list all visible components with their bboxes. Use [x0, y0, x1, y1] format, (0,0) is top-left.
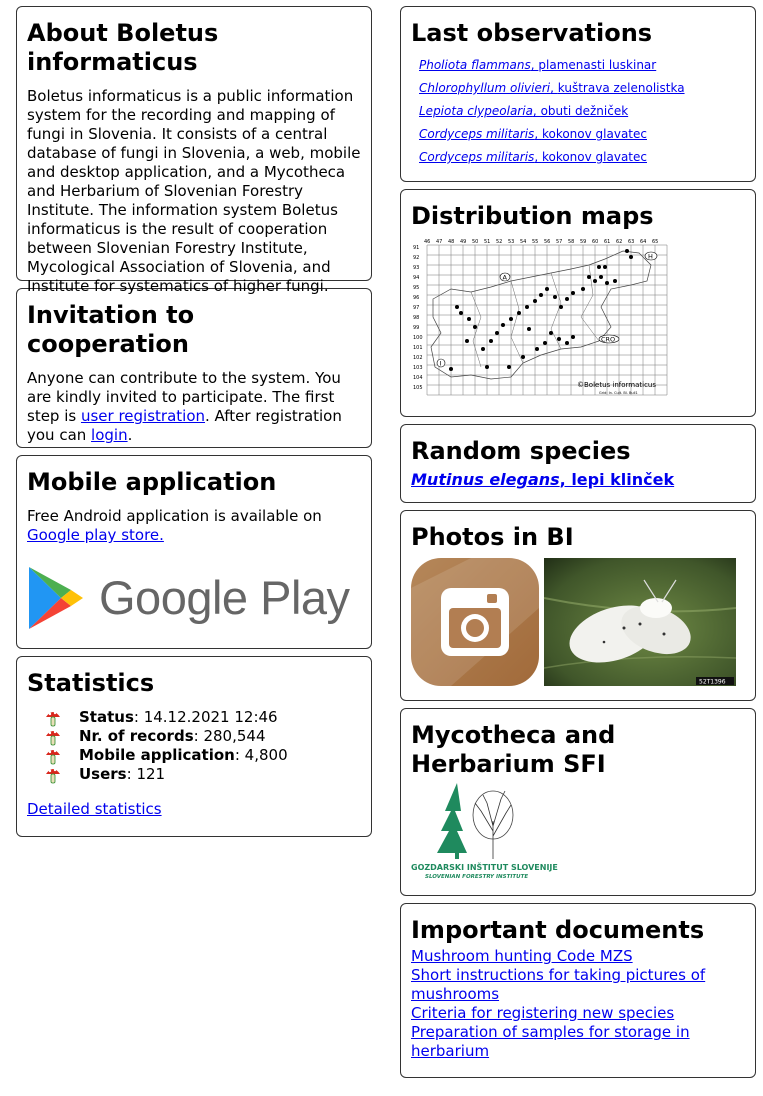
observation-latin: Cordyceps militaris [419, 150, 535, 164]
observation-dot [535, 347, 539, 351]
google-play-text: Google Play [99, 571, 350, 624]
detailed-stats-row [27, 800, 361, 819]
map-left-tick: 96 [413, 295, 420, 301]
observation-link[interactable]: Cordyceps militaris, kokonov glavatec [419, 150, 647, 164]
mobile-text [27, 507, 361, 545]
document-link[interactable]: Mushroom hunting Code MZS [411, 947, 633, 965]
google-play-store-link[interactable]: Google play store. [27, 526, 164, 544]
stat-text: Nr. of records: 280,544 [79, 727, 266, 745]
stat-label: Users [79, 765, 127, 783]
about-text: Boletus informaticus is a public information system for the recording and mapping of fungi in Slovenia. It consists of a central database of fungi in Slovenia, a web, mobile and desktop application, and a Mycotheca and Herbarium of Slovenian Forestry Institute. The information system Boletus informaticus is the result of cooperation between Slovenian Forestry Institute, Mycological Association of Slovenia, and Institute for systematics of higher fungi. [27, 87, 361, 295]
statistics-panel [16, 656, 372, 837]
map-left-tick: 100 [413, 335, 423, 341]
sfi-logo-line2: SLOVENIAN FORESTRY INSTITUTE [425, 874, 529, 880]
google-play-badge[interactable] [27, 565, 361, 631]
user-registration-link[interactable]: user registration [80, 407, 205, 425]
map-label-a: A [502, 273, 507, 282]
map-left-tick: 99 [413, 325, 420, 331]
observation-dot [489, 339, 493, 343]
observation-latin: Pholiota flammans [419, 58, 531, 72]
map-left-tick: 101 [413, 345, 423, 351]
stat-label: Mobile application [79, 746, 235, 764]
observation-dot [459, 311, 463, 315]
mobile-title: Mobile application [27, 468, 277, 496]
invitation-text-part: . After registration you can [27, 407, 342, 444]
observation-dot [481, 347, 485, 351]
photos-row [411, 558, 745, 686]
observation-dot [545, 287, 549, 291]
photos-title: Photos in BI [411, 523, 574, 551]
observation-common: plamenasti luskinar [538, 58, 657, 72]
map-top-tick: 59 [580, 239, 587, 245]
map-top-tick: 46 [424, 239, 431, 245]
mycotheca-panel [400, 708, 756, 896]
observation-dot [455, 305, 459, 309]
stat-item [45, 727, 361, 746]
observation-dot [527, 327, 531, 331]
distribution-panel [400, 189, 756, 417]
statistics-title: Statistics [27, 669, 155, 697]
about-title: About Boletus informaticus [27, 19, 219, 76]
invitation-title: Invitation to cooperation [27, 301, 195, 358]
observation-latin: Cordyceps militaris [419, 127, 535, 141]
stat-value: 280,544 [203, 727, 266, 745]
observation-dot [565, 297, 569, 301]
document-link[interactable]: Preparation of samples for storage in herbarium [411, 1023, 690, 1060]
map-left-tick: 95 [413, 285, 420, 291]
mushroom-icon [45, 709, 61, 727]
observation-dot [517, 311, 521, 315]
observation-dot [599, 275, 603, 279]
observation-dot [581, 287, 585, 291]
observation-dot [465, 339, 469, 343]
observation-dot [629, 255, 633, 259]
observation-dot [587, 275, 591, 279]
observation-item [419, 150, 745, 164]
observation-dot [507, 365, 511, 369]
observation-item [419, 81, 745, 95]
documents-title: Important documents [411, 916, 705, 944]
mushroom-icon [45, 728, 61, 746]
map-top-tick: 51 [484, 239, 491, 245]
observation-dot [509, 317, 513, 321]
observation-dot [521, 355, 525, 359]
instagram-icon[interactable] [411, 558, 539, 686]
login-link[interactable]: login [91, 426, 128, 444]
map-credit-small: Grid: In. Cult. Bl. Bull1 [599, 391, 638, 395]
map-top-tick: 54 [520, 239, 527, 245]
about-panel [16, 6, 372, 295]
observation-dot [613, 279, 617, 283]
random-species-link[interactable] [411, 470, 674, 489]
map-top-tick: 62 [616, 239, 623, 245]
observation-dot [571, 291, 575, 295]
stat-value: 4,800 [244, 746, 288, 764]
observation-dot [625, 249, 629, 253]
observation-item [419, 58, 745, 72]
random-species-latin: Mutinus elegans [411, 470, 560, 489]
observation-dot [603, 265, 607, 269]
map-left-tick: 103 [413, 365, 423, 371]
observation-dot [559, 305, 563, 309]
invitation-text-part: . [127, 426, 133, 444]
distribution-map[interactable] [411, 237, 667, 397]
mobile-text-part: Free Android application is available on [27, 507, 322, 525]
stat-label: Nr. of records [79, 727, 194, 745]
stat-item [45, 765, 361, 784]
observation-dot [605, 281, 609, 285]
observations-list [411, 58, 745, 164]
stat-value: 121 [136, 765, 166, 783]
observation-dot [597, 265, 601, 269]
map-grid [427, 245, 667, 395]
observation-dot [449, 367, 453, 371]
observation-dot [533, 299, 537, 303]
observation-item [419, 104, 745, 118]
observation-dot [501, 323, 505, 327]
right-column [400, 6, 756, 1085]
map-top-tick: 48 [448, 239, 455, 245]
left-column [16, 6, 372, 844]
observation-dot [571, 335, 575, 339]
observation-dot [565, 341, 569, 345]
map-left-tick: 105 [413, 385, 423, 391]
map-label-cro: CRO [601, 335, 616, 344]
map-top-tick: 61 [604, 239, 611, 245]
observation-common: obuti dežniček [540, 104, 629, 118]
google-play-icon [27, 565, 85, 631]
observation-dot [467, 317, 471, 321]
stat-label: Status [79, 708, 134, 726]
observation-link[interactable]: Cordyceps militaris, kokonov glavatec [419, 127, 647, 141]
map-top-tick: 64 [640, 239, 647, 245]
random-species-title: Random species [411, 437, 631, 465]
moth-photo[interactable] [544, 558, 736, 686]
detailed-statistics-link[interactable]: Detailed statistics [27, 800, 162, 818]
map-left-tick: 91 [413, 245, 420, 251]
distribution-title: Distribution maps [411, 202, 654, 230]
map-left-tick: 102 [413, 355, 423, 361]
random-species-common: , lepi klinček [559, 470, 675, 489]
map-left-tick: 98 [413, 315, 420, 321]
photo-tag: 52T1396 [699, 678, 726, 686]
stat-item [45, 708, 361, 727]
map-left-tick: 97 [413, 305, 420, 311]
observation-dot [549, 331, 553, 335]
mycotheca-title: Mycotheca and Herbarium SFI [411, 721, 616, 778]
document-link[interactable]: Criteria for registering new species [411, 1004, 675, 1022]
map-left-tick: 94 [413, 275, 420, 281]
mushroom-icon [45, 747, 61, 765]
map-top-tick: 50 [472, 239, 479, 245]
observation-item [419, 127, 745, 141]
observation-dot [485, 365, 489, 369]
observation-common: kuštrava zelenolistka [557, 81, 685, 95]
sfi-logo[interactable] [411, 781, 558, 881]
observation-dot [539, 293, 543, 297]
stat-text: Status: 14.12.2021 12:46 [79, 708, 278, 726]
sfi-logo-line1: GOZDARSKI INŠTITUT SLOVENIJE [411, 863, 558, 872]
map-left-tick: 93 [413, 265, 420, 271]
map-top-tick: 57 [556, 239, 563, 245]
map-top-tick: 63 [628, 239, 635, 245]
last-observations-title: Last observations [411, 19, 653, 47]
map-top-tick: 56 [544, 239, 551, 245]
map-top-tick: 58 [568, 239, 575, 245]
map-top-tick: 52 [496, 239, 503, 245]
observation-dot [553, 295, 557, 299]
observation-dot [543, 341, 547, 345]
observation-dot [473, 325, 477, 329]
mobile-panel [16, 455, 372, 649]
random-species-row [411, 470, 745, 489]
observation-dot [525, 305, 529, 309]
map-top-tick: 49 [460, 239, 467, 245]
last-observations-panel [400, 6, 756, 182]
map-label-h: H [648, 252, 653, 261]
invitation-panel [16, 288, 372, 448]
map-top-tick: 53 [508, 239, 515, 245]
map-top-tick: 55 [532, 239, 539, 245]
stat-value: 14.12.2021 12:46 [143, 708, 278, 726]
invitation-text [27, 369, 361, 445]
map-top-tick: 65 [652, 239, 659, 245]
observation-latin: Lepiota clypeolaria [419, 104, 533, 118]
observation-link[interactable]: Lepiota clypeolaria, obuti dežniček [419, 104, 629, 118]
observation-dot [557, 337, 561, 341]
observation-dot [593, 279, 597, 283]
map-label-i: I [439, 359, 442, 368]
invitation-text-part: Anyone can contribute to the system. You are kindly invited to participate. The first step is [27, 369, 341, 425]
map-credit: ©Boletus informaticus [577, 381, 657, 389]
observation-latin: Chlorophyllum olivieri [419, 81, 551, 95]
observation-common: kokonov glavatec [541, 150, 647, 164]
map-left-tick: 92 [413, 255, 420, 261]
observation-dot [495, 331, 499, 335]
stat-text: Mobile application: 4,800 [79, 746, 288, 764]
map-top-tick: 60 [592, 239, 599, 245]
document-link[interactable]: Short instructions for taking pictures of mushrooms [411, 966, 706, 1003]
statistics-list [27, 708, 361, 784]
stat-text: Users: 121 [79, 765, 166, 783]
stat-item [45, 746, 361, 765]
mushroom-icon [45, 766, 61, 784]
observation-common: kokonov glavatec [541, 127, 647, 141]
map-left-tick: 104 [413, 375, 423, 381]
map-top-tick: 47 [436, 239, 443, 245]
documents-panel [400, 903, 756, 1078]
random-species-panel [400, 424, 756, 503]
observation-link[interactable]: Chlorophyllum olivieri, kuštrava zelenolistka [419, 81, 685, 95]
observation-link[interactable]: Pholiota flammans, plamenasti luskinar [419, 58, 657, 72]
photos-panel [400, 510, 756, 701]
